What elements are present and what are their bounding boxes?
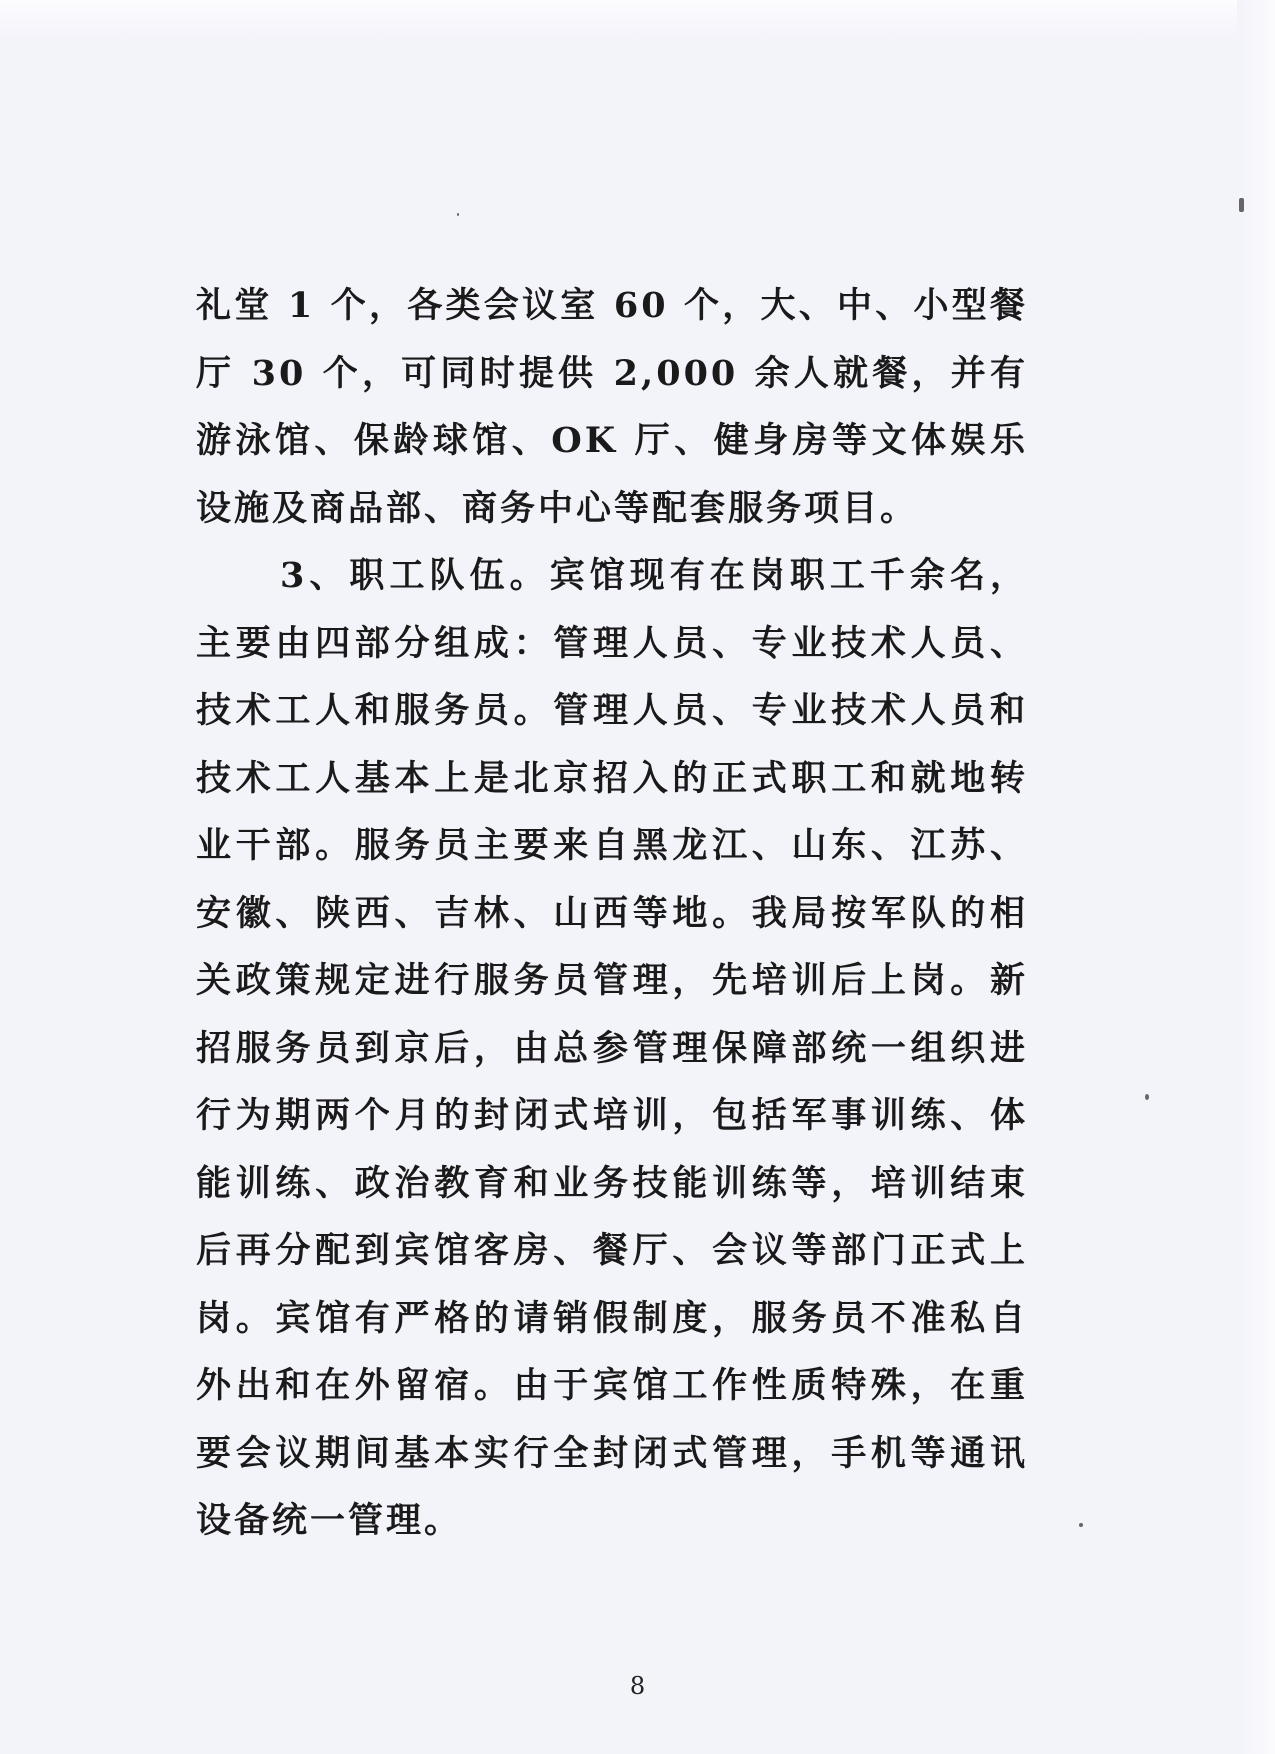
- scan-speck: [457, 213, 459, 216]
- paragraph-facilities: 礼堂 1 个，各类会议室 60 个，大、中、小型餐厅 30 个，可同时提供 2,000 余人就餐，并有游泳馆、保龄球馆、OK 厅、健身房等文体娱乐设施及商品部、商务中心等配套服务项目。: [196, 285, 1028, 529]
- scan-speck: [1079, 1523, 1083, 1527]
- scan-edge-right: [1237, 0, 1275, 1754]
- scan-edge-top: [0, 0, 1275, 40]
- scan-speck: [1145, 1094, 1149, 1100]
- body-text: [196, 272, 1028, 1555]
- paragraph-staff: 3、职工队伍。宾馆现有在岗职工千余名，主要由四部分组成：管理人员、专业技术人员、技术工人和服务员。管理人员、专业技术人员和技术工人基本上是北京招入的正式职工和就地转业干部。服务员主要来自黑龙江、山东、江苏、安徽、陕西、吉林、山西等地。我局按军队的相关政策规定进行服务员管理，先培训后上岗。新招服务员到京后，由总参管理保障部统一组织进行为期两个月的封闭式培训，包括军事训练、体能训练、政治教育和业务技能训练等，培训结束后再分配到宾馆客房、餐厅、会议等部门正式上岗。宾馆有严格的请销假制度，服务员不准私自外出和在外留宿。由于宾馆工作性质特殊，在重要会议期间基本实行全封闭式管理，手机等通讯设备统一管理。: [196, 555, 1028, 1541]
- scan-speck: [1239, 198, 1244, 212]
- page-number: 8: [629, 1672, 646, 1700]
